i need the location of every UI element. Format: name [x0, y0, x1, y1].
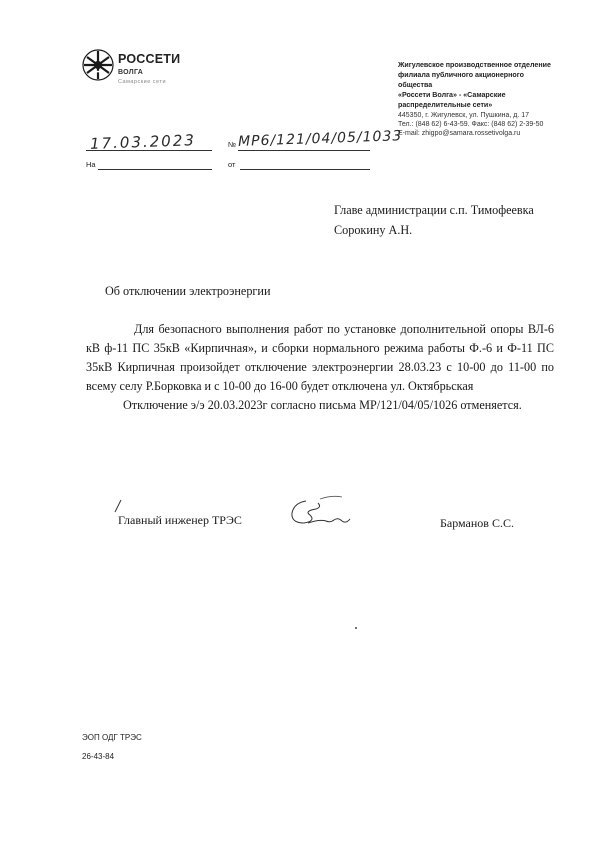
letter-body: [86, 320, 554, 415]
letter-subject: Об отключении электроэнергии: [105, 284, 271, 298]
number-prefix: №: [228, 140, 237, 149]
brand-name: РОССЕТИ: [118, 52, 181, 66]
number-underline-top: [238, 150, 370, 151]
signatory-name: Барманов С.С.: [440, 516, 514, 530]
sender-line: филиала публичного акционерного общества: [398, 71, 524, 89]
from-prefix: от: [228, 160, 236, 169]
address-phone: Тел.: (848 62) 6-43-59. Факс: (848 62) 2-39-50: [398, 121, 544, 128]
rosseti-logo-icon: [82, 48, 114, 82]
from-underline: [240, 169, 370, 170]
sender-line: Жигулевское производственное отделение: [398, 61, 551, 69]
handwritten-number: МР6/121/04/05/1033: [237, 128, 403, 150]
sender-line: распределительные сети»: [398, 101, 493, 109]
incoming-underline: [98, 169, 212, 170]
body-paragraph: Для безопасного выполнения работ по установке дополнительной опоры ВЛ-6 кВ ф-11 ПС 35кВ «Кирпичная», и сборки нормального режима работы Ф.-6 и Ф-11 ПС 35кВ Кирпичная произойдет отключение электроэнергии 28.03.23 с 10-00 до 11-00 по всему селу Р.Борковка и с 10-00 до 16-00 будет отключена ул. Октябрьская: [86, 322, 554, 393]
pen-mark-icon: [113, 499, 123, 513]
addressee-name: Сорокину А.Н.: [334, 223, 413, 237]
handwritten-signature: [280, 493, 360, 533]
address-email: E-mail: zhigpo@samara.rossetivolga.ru: [398, 130, 521, 137]
sender-organization: [398, 60, 558, 110]
incoming-prefix: На: [86, 160, 96, 169]
brand-subregion: Самарские сети: [118, 79, 167, 85]
address-street: 445350, г. Жигулевск, ул. Пушкина, д. 17: [398, 112, 530, 119]
executor-info: [82, 728, 142, 766]
addressee: [334, 200, 534, 240]
sender-address: [398, 111, 568, 138]
executor-phone: 26-43-84: [82, 752, 115, 761]
addressee-title: Главе администрации с.п. Тимофеевка: [334, 203, 534, 217]
stray-mark: [355, 627, 357, 629]
sender-line: «Россети Волга» - «Самарские: [398, 91, 506, 99]
brand-region: ВОЛГА: [118, 69, 144, 76]
company-logo: [82, 48, 212, 98]
body-paragraph: Отключение э/э 20.03.2023г согласно письма МР/121/04/05/1026 отменяется.: [123, 398, 522, 412]
date-underline-top: [86, 150, 212, 151]
executor-department: ЭОП ОДГ ТРЭС: [82, 733, 142, 742]
handwritten-date: 17.03.2023: [89, 131, 197, 153]
signatory-position: Главный инженер ТРЭС: [118, 513, 242, 527]
